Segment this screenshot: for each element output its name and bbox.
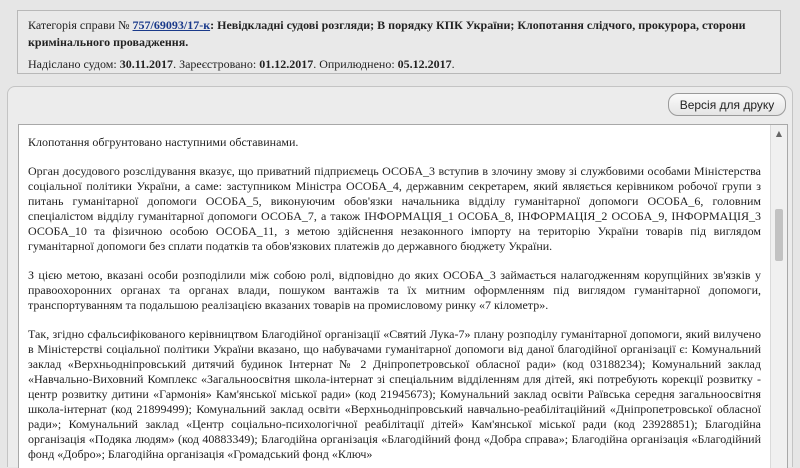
registered-label: . Зареєстровано: [173,57,260,71]
paragraph-roles: З цією метою, вказані особи розподілили між собою ролі, відповідно до яких ОСОБА_3 займається налагодженням корупційних зв'язків у правоохоронних органах та органах влади, пошуком вантажів та їх митним оформленням під виглядом гуманітарної допомоги, транспортуванням та подальшою реалізацією вказаних товарів на промисловому ринку «7 кілометр». [28,268,761,312]
case-info-panel [17,10,781,74]
print-version-button[interactable]: Версія для друку [668,93,786,116]
category-prefix: Категорія справи № [28,18,133,32]
category-text: : Невідкладні судові розгляди; В порядку КПК України; Клопотання слідчого, прокурора, сторони кримінального провадження. [28,18,746,49]
case-category [28,17,770,51]
sent-date: 30.11.2017 [119,57,174,71]
paragraph-intro: Клопотання обгрунтовано наступними обставинами. [28,135,299,149]
scrollbar-thumb[interactable] [775,209,783,261]
paragraph-distribution: Так, згідно сфальсифікованого керівництвом Благодійної організації «Святий Лука-7» плану розподілу гуманітарної допомоги, який вилучено в Міністерстві соціальної політики України вказано, що набувачами гуманітарної допомоги від даної благодійної організації є: Комунальний заклад «Верхньодніпровський дитячий будинок Інтернат № 2 Дніпропетровської обласної ради» (код 03188234); Комунальний заклад «Навчально-Виховний Комплекс «Загальноосвітня школа-інтернат зі спеціальним відділенням для дітей, які потребують корекції розвитку - центр розвитку дитини «Гармонія» Кам'янської міської ради» (код 21945673); Комунальний заклад освіти Раївська середня загальноосвітня школа-інтернат (код 21899499); Комунальний заклад освіти «Верхньодніпровський навчально-реабілітаційний «Дніпропетровської обласної ради»; Комунальний заклад «Центр соціально-психологічної реабілітації дітей» Кам'янської міської ради (код 23928851); Благодійна організація «Подяка людям» (код 40883349); Благодійна організація «Благодійний фонд «Добра справа»; Благодійна організація «Благодійний фонд «Добро»; Благодійна організація «Громадський фонд «Ключ» [28,327,761,461]
document-viewer[interactable] [18,124,788,468]
case-number-link[interactable]: 757/69093/17-к [132,18,211,32]
vertical-scrollbar[interactable] [770,125,787,468]
sent-label: Надіслано судом: [28,57,120,71]
document-text [19,125,771,468]
published-date: 05.12.2017 [397,57,452,71]
scroll-up-arrow-icon[interactable]: ▲ [775,128,783,138]
registered-date: 01.12.2017 [259,57,314,71]
case-dates [28,56,770,73]
paragraph-investigation: Орган досудового розслідування вказує, що приватний підприємець ОСОБА_3 вступив в злочину змову зі службовими особами Міністерства соціальної політики України, а саме: заступником Міністра ОСОБА_4, державним секретарем, який являється керівником робочої групи з питань гуманітарної допомоги ОСОБА_5, виконуючим обов'язки начальника відділу гуманітарної допомоги ОСОБА_6, головним спеціалістом відділу гуманітарної допомоги ОСОБА_7, а також ІНФОРМАЦІЯ_1 ОСОБА_8, ІНФОРМАЦІЯ_2 ОСОБА_9, ІНФОРМАЦІЯ_3 ОСОБА_10 та фізичною особою ОСОБА_11, з метою здійснення незаконного імпорту на територію України товарів під виглядом гуманітарної допомоги без сплати податків та обов'язкових платежів до державного бюджету України. [28,164,761,253]
document-container [7,86,793,467]
published-label: . Оприлюднено: [313,57,398,71]
trailing-dot: . [451,57,455,71]
